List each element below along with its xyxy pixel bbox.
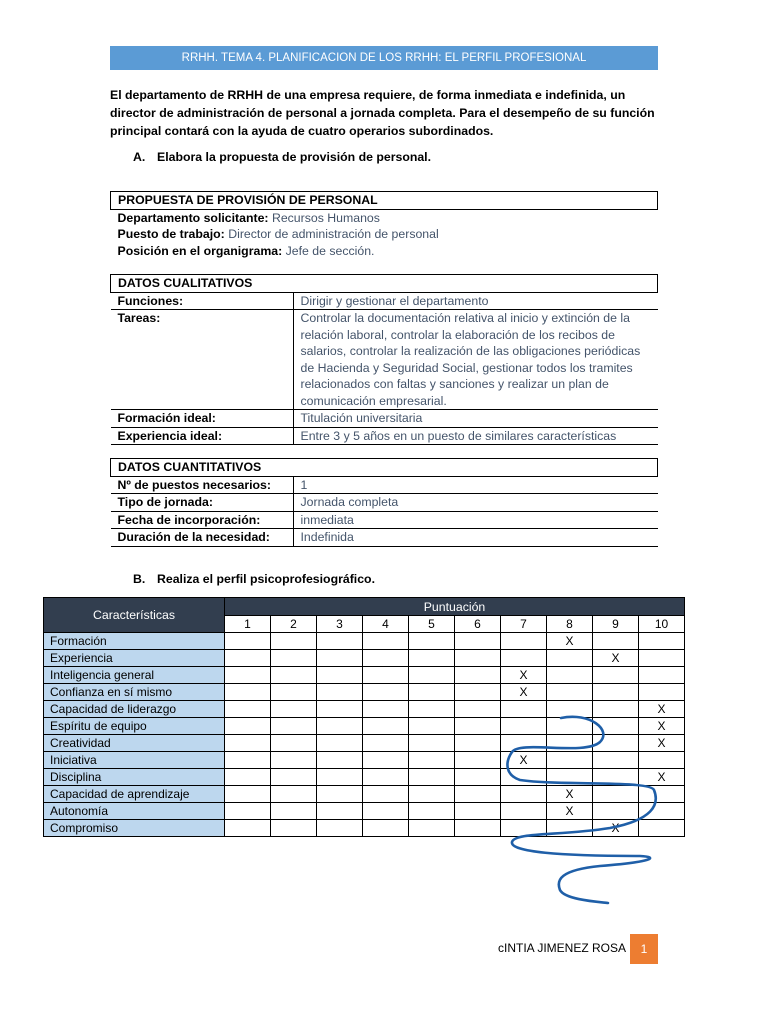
cualitativos-title: DATOS CUALITATIVOS <box>111 275 658 293</box>
header-caracteristicas: Características <box>44 598 225 633</box>
scale-value: 9 <box>593 616 639 633</box>
score-mark[interactable]: X <box>639 769 685 786</box>
propuesta-row: Puesto de trabajo: Director de administración de personal <box>117 227 439 241</box>
page-number-badge: 1 <box>630 934 658 964</box>
characteristic-name: Iniciativa <box>44 752 225 769</box>
characteristic-name: Formación <box>44 633 225 650</box>
row-value: Titulación universitaria <box>293 410 658 428</box>
scale-value: 10 <box>639 616 685 633</box>
row-value: Jornada completa <box>293 494 658 512</box>
row-label: Formación ideal: <box>111 410 294 428</box>
row-value: Controlar la documentación relativa al inicio y extinción de la relación laboral, controlar la elaboración de los recibos de salarios, controlar la realización de las obligaciones periódicas de Hacienda y Seguridad Social, gestionar todos los tramites relacionados con faltas y sanciones y realizar un plan de comunicación empresarial. <box>293 310 658 410</box>
section-b-text: Realiza el perfil psicoprofesiográfico. <box>157 572 375 586</box>
cuantitativos-title: DATOS CUANTITATIVOS <box>111 459 658 477</box>
row-value: Indefinida <box>293 529 658 547</box>
propuesta-row: Posición en el organigrama: Jefe de sección. <box>117 243 375 258</box>
row-label: Funciones: <box>111 292 294 310</box>
characteristic-name: Compromiso <box>44 820 225 837</box>
page-header: RRHH. TEMA 4. PLANIFICACION DE LOS RRHH: EL PERFIL PROFESIONAL <box>110 46 658 70</box>
row-label: Nº de puestos necesarios: <box>111 476 294 494</box>
scale-value: 3 <box>317 616 363 633</box>
characteristic-name: Espíritu de equipo <box>44 718 225 735</box>
score-mark[interactable]: X <box>547 803 593 820</box>
score-mark[interactable]: X <box>501 752 547 769</box>
row-label: Tareas: <box>111 310 294 410</box>
header-puntuacion: Puntuación <box>225 598 685 616</box>
propuesta-title: PROPUESTA DE PROVISIÓN DE PERSONAL <box>111 192 658 210</box>
characteristic-name: Experiencia <box>44 650 225 667</box>
score-mark[interactable]: X <box>593 650 639 667</box>
propuesta-row: Departamento solicitante: Recursos Humanos <box>117 210 380 225</box>
row-label: Duración de la necesidad: <box>111 529 294 547</box>
row-value: Dirigir y gestionar el departamento <box>293 292 658 310</box>
scale-value: 2 <box>271 616 317 633</box>
scale-value: 5 <box>409 616 455 633</box>
characteristic-name: Autonomía <box>44 803 225 820</box>
score-mark[interactable]: X <box>639 735 685 752</box>
score-mark[interactable]: X <box>639 701 685 718</box>
score-mark[interactable]: X <box>547 786 593 803</box>
row-label: Fecha de incorporación: <box>111 511 294 529</box>
score-mark[interactable]: X <box>593 820 639 837</box>
footer-author: cINTIA JIMENEZ ROSA <box>498 941 627 955</box>
scale-value: 7 <box>501 616 547 633</box>
characteristic-name: Capacidad de liderazgo <box>44 701 225 718</box>
characteristic-name: Confianza en sí mismo <box>44 684 225 701</box>
score-mark[interactable]: X <box>501 667 547 684</box>
scale-value: 8 <box>547 616 593 633</box>
characteristic-name: Creatividad <box>44 735 225 752</box>
scale-value: 1 <box>225 616 271 633</box>
scale-value: 6 <box>455 616 501 633</box>
section-a-letter: A. <box>133 150 146 164</box>
intro-paragraph: El departamento de RRHH de una empresa requiere, de forma inmediata e indefinida, un director de administración de personal a jornada completa. Para el desempeño de su función principal contará con la ayuda de cuatro operarios subordinados. <box>110 88 655 138</box>
characteristic-name: Capacidad de aprendizaje <box>44 786 225 803</box>
scale-value: 4 <box>363 616 409 633</box>
row-label: Experiencia ideal: <box>111 427 294 445</box>
section-a-text: Elabora la propuesta de provisión de personal. <box>157 150 432 164</box>
section-b-letter: B. <box>133 572 146 586</box>
score-mark[interactable]: X <box>501 684 547 701</box>
score-mark[interactable]: X <box>639 718 685 735</box>
characteristic-name: Disciplina <box>44 769 225 786</box>
row-value: inmediata <box>293 511 658 529</box>
row-value: 1 <box>293 476 658 494</box>
characteristic-name: Inteligencia general <box>44 667 225 684</box>
row-label: Tipo de jornada: <box>111 494 294 512</box>
row-value: Entre 3 y 5 años en un puesto de similares características <box>293 427 658 445</box>
score-mark[interactable]: X <box>547 633 593 650</box>
